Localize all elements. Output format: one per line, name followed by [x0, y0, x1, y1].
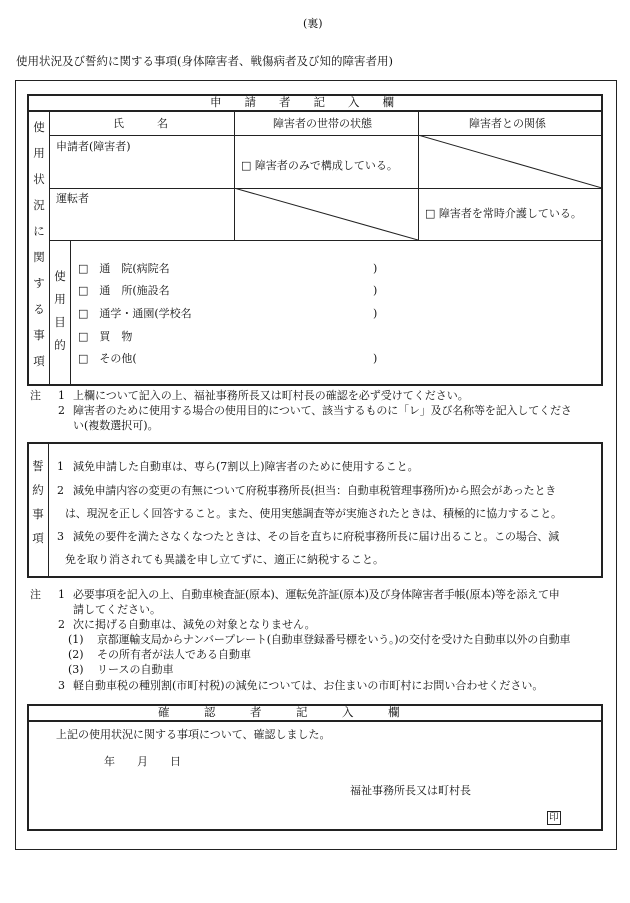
caregiver-checkbox[interactable]: □ 障害者を常時介護している。 [425, 207, 582, 220]
confirmation-date[interactable]: 年 月 日 [104, 755, 181, 768]
col-header-relation: 障害者との関係 [469, 117, 546, 130]
purpose-label-divider [70, 240, 71, 385]
pledge-num-2: 2 [57, 484, 64, 497]
purpose-school[interactable]: □ 通学・通園(学校名 [78, 307, 192, 320]
driver-row-divider [50, 240, 602, 241]
notes-2-num-2-1: (1) [68, 633, 84, 646]
notes-1-label: 注 [30, 389, 41, 402]
confirmation-signer: 福祉事務所長又は町村長 [350, 784, 471, 797]
household-na-diagonal [234, 188, 418, 240]
usage-status-label-char: す [33, 276, 45, 290]
relation-na-diagonal [418, 135, 602, 188]
pledge-text-2a: 減免申請内容の変更の有無について府税事務所長(担当：自動車税管理事務所)から照会があったとき [73, 484, 557, 497]
confirmation-statement: 上記の使用状況に関する事項について、確認しました。 [56, 728, 331, 741]
purpose-hospital[interactable]: □ 通 院(病院名 [78, 262, 170, 275]
row-label-driver: 運転者 [56, 192, 89, 205]
notes-2-text-2-2: その所有者が法人である自動車 [97, 648, 251, 661]
notes-1-text-2a: 障害者のために使用する場合の使用目的について、該当するものに「レ」及び名称等を記入してくださ [73, 404, 572, 417]
purpose-hospital-close: ) [373, 262, 378, 275]
usage-status-vertical-label [29, 122, 49, 382]
usage-status-label-char: 使 [33, 120, 45, 134]
notes-1-num-2: 2 [58, 404, 65, 417]
notes-2-text-2-1: 京都運輸支局からナンバープレート(自動車登録番号標をいう。)の交付を受けた自動車以外の自動車 [97, 633, 571, 646]
row-label-applicant: 申請者(障害者) [56, 140, 131, 153]
confirmation-title-divider [28, 720, 602, 722]
notes-2-num-3: 3 [58, 679, 65, 692]
usage-status-label-char: る [33, 302, 45, 316]
pledge-num-1: 1 [57, 460, 64, 473]
confirmation-title: 確 認 者 記 入 欄 [158, 705, 400, 719]
purpose-label-char: 用 [54, 292, 66, 306]
notes-2-text-2: 次に掲げる自動車は、減免の対象となりません。 [73, 618, 316, 631]
purpose-facility[interactable]: □ 通 所(施設名 [78, 284, 170, 297]
col-header-name: 氏 名 [113, 117, 168, 130]
notes-2-text-1a: 必要事項を記入の上、自動車検査証(原本)、運転免許証(原本)及び身体障害者手帳(原本)等を添えて申 [73, 588, 560, 601]
pledge-label-char: 誓 [32, 459, 44, 473]
seal-mark: 印 [547, 811, 561, 825]
purpose-facility-close: ) [373, 284, 378, 297]
pledge-vertical-label [28, 461, 48, 561]
purpose-other[interactable]: □ その他( [78, 352, 137, 365]
household-only-checkbox[interactable]: □ 障害者のみで構成している。 [241, 159, 398, 172]
pledge-text-3b: 免を取り消されても異議を申し立てずに、適正に納税すること。 [65, 553, 384, 566]
purpose-label-char: 目 [54, 315, 66, 329]
usage-status-label-char: 項 [33, 354, 45, 368]
notes-2-label: 注 [30, 588, 41, 601]
applicant-title-divider [28, 110, 602, 112]
notes-2-text-2-3: リースの自動車 [97, 663, 174, 676]
pledge-label-char: 事 [32, 507, 44, 521]
purpose-school-close: ) [373, 307, 378, 320]
pledge-label-char: 項 [32, 531, 44, 545]
notes-2-num-2: 2 [58, 618, 65, 631]
page-side-label: (裏) [303, 17, 323, 30]
usage-status-label-char: 況 [33, 198, 45, 212]
pledge-text-3a: 減免の要件を満たさなくなつたときは、その旨を直ちに府税事務所長に届け出ること。この場合、減 [73, 530, 559, 543]
col-header-household: 障害者の世帯の状態 [273, 117, 372, 130]
usage-status-label-char: に [33, 224, 45, 238]
usage-status-label-char: 関 [33, 250, 45, 264]
usage-status-label-char: 状 [33, 172, 45, 186]
purpose-vertical-label [50, 271, 70, 366]
notes-1-text-2b: い(複数選択可)。 [73, 419, 159, 432]
section-heading: 使用状況及び誓約に関する事項(身体障害者、戦傷病者及び知的障害者用) [16, 54, 393, 68]
notes-2-num-2-3: (3) [68, 663, 84, 676]
notes-1-num-1: 1 [58, 389, 65, 402]
usage-status-label-char: 用 [33, 146, 45, 160]
notes-2-text-1b: 請してください。 [73, 603, 161, 616]
pledge-text-2b: は、現況を正しく回答すること。また、使用実態調査等が実施されたときは、積極的に協力すること。 [65, 507, 562, 520]
applicant-section-title: 申 請 者 記 入 欄 [210, 95, 394, 109]
pledge-text-1: 減免申請した自動車は、専ら(7割以上)障害者のために使用すること。 [73, 460, 419, 473]
notes-1-text-1: 上欄について記入の上、福祉事務所長又は町村長の確認を必ず受けてください。 [73, 389, 469, 402]
purpose-label-char: 的 [54, 338, 66, 352]
notes-2-text-3: 軽自動車税の種別割(市町村税)の減免については、お住まいの市町村にお問い合わせください。 [73, 679, 544, 692]
pledge-label-divider [48, 443, 49, 577]
pledge-label-char: 約 [32, 483, 44, 497]
notes-2-num-2-2: (2) [68, 648, 84, 661]
purpose-label-char: 使 [54, 269, 66, 283]
usage-status-label-char: 事 [33, 328, 45, 342]
pledge-num-3: 3 [57, 530, 64, 543]
notes-2-num-1: 1 [58, 588, 65, 601]
purpose-shopping[interactable]: □ 買 物 [78, 330, 133, 343]
purpose-other-close: ) [373, 352, 378, 365]
